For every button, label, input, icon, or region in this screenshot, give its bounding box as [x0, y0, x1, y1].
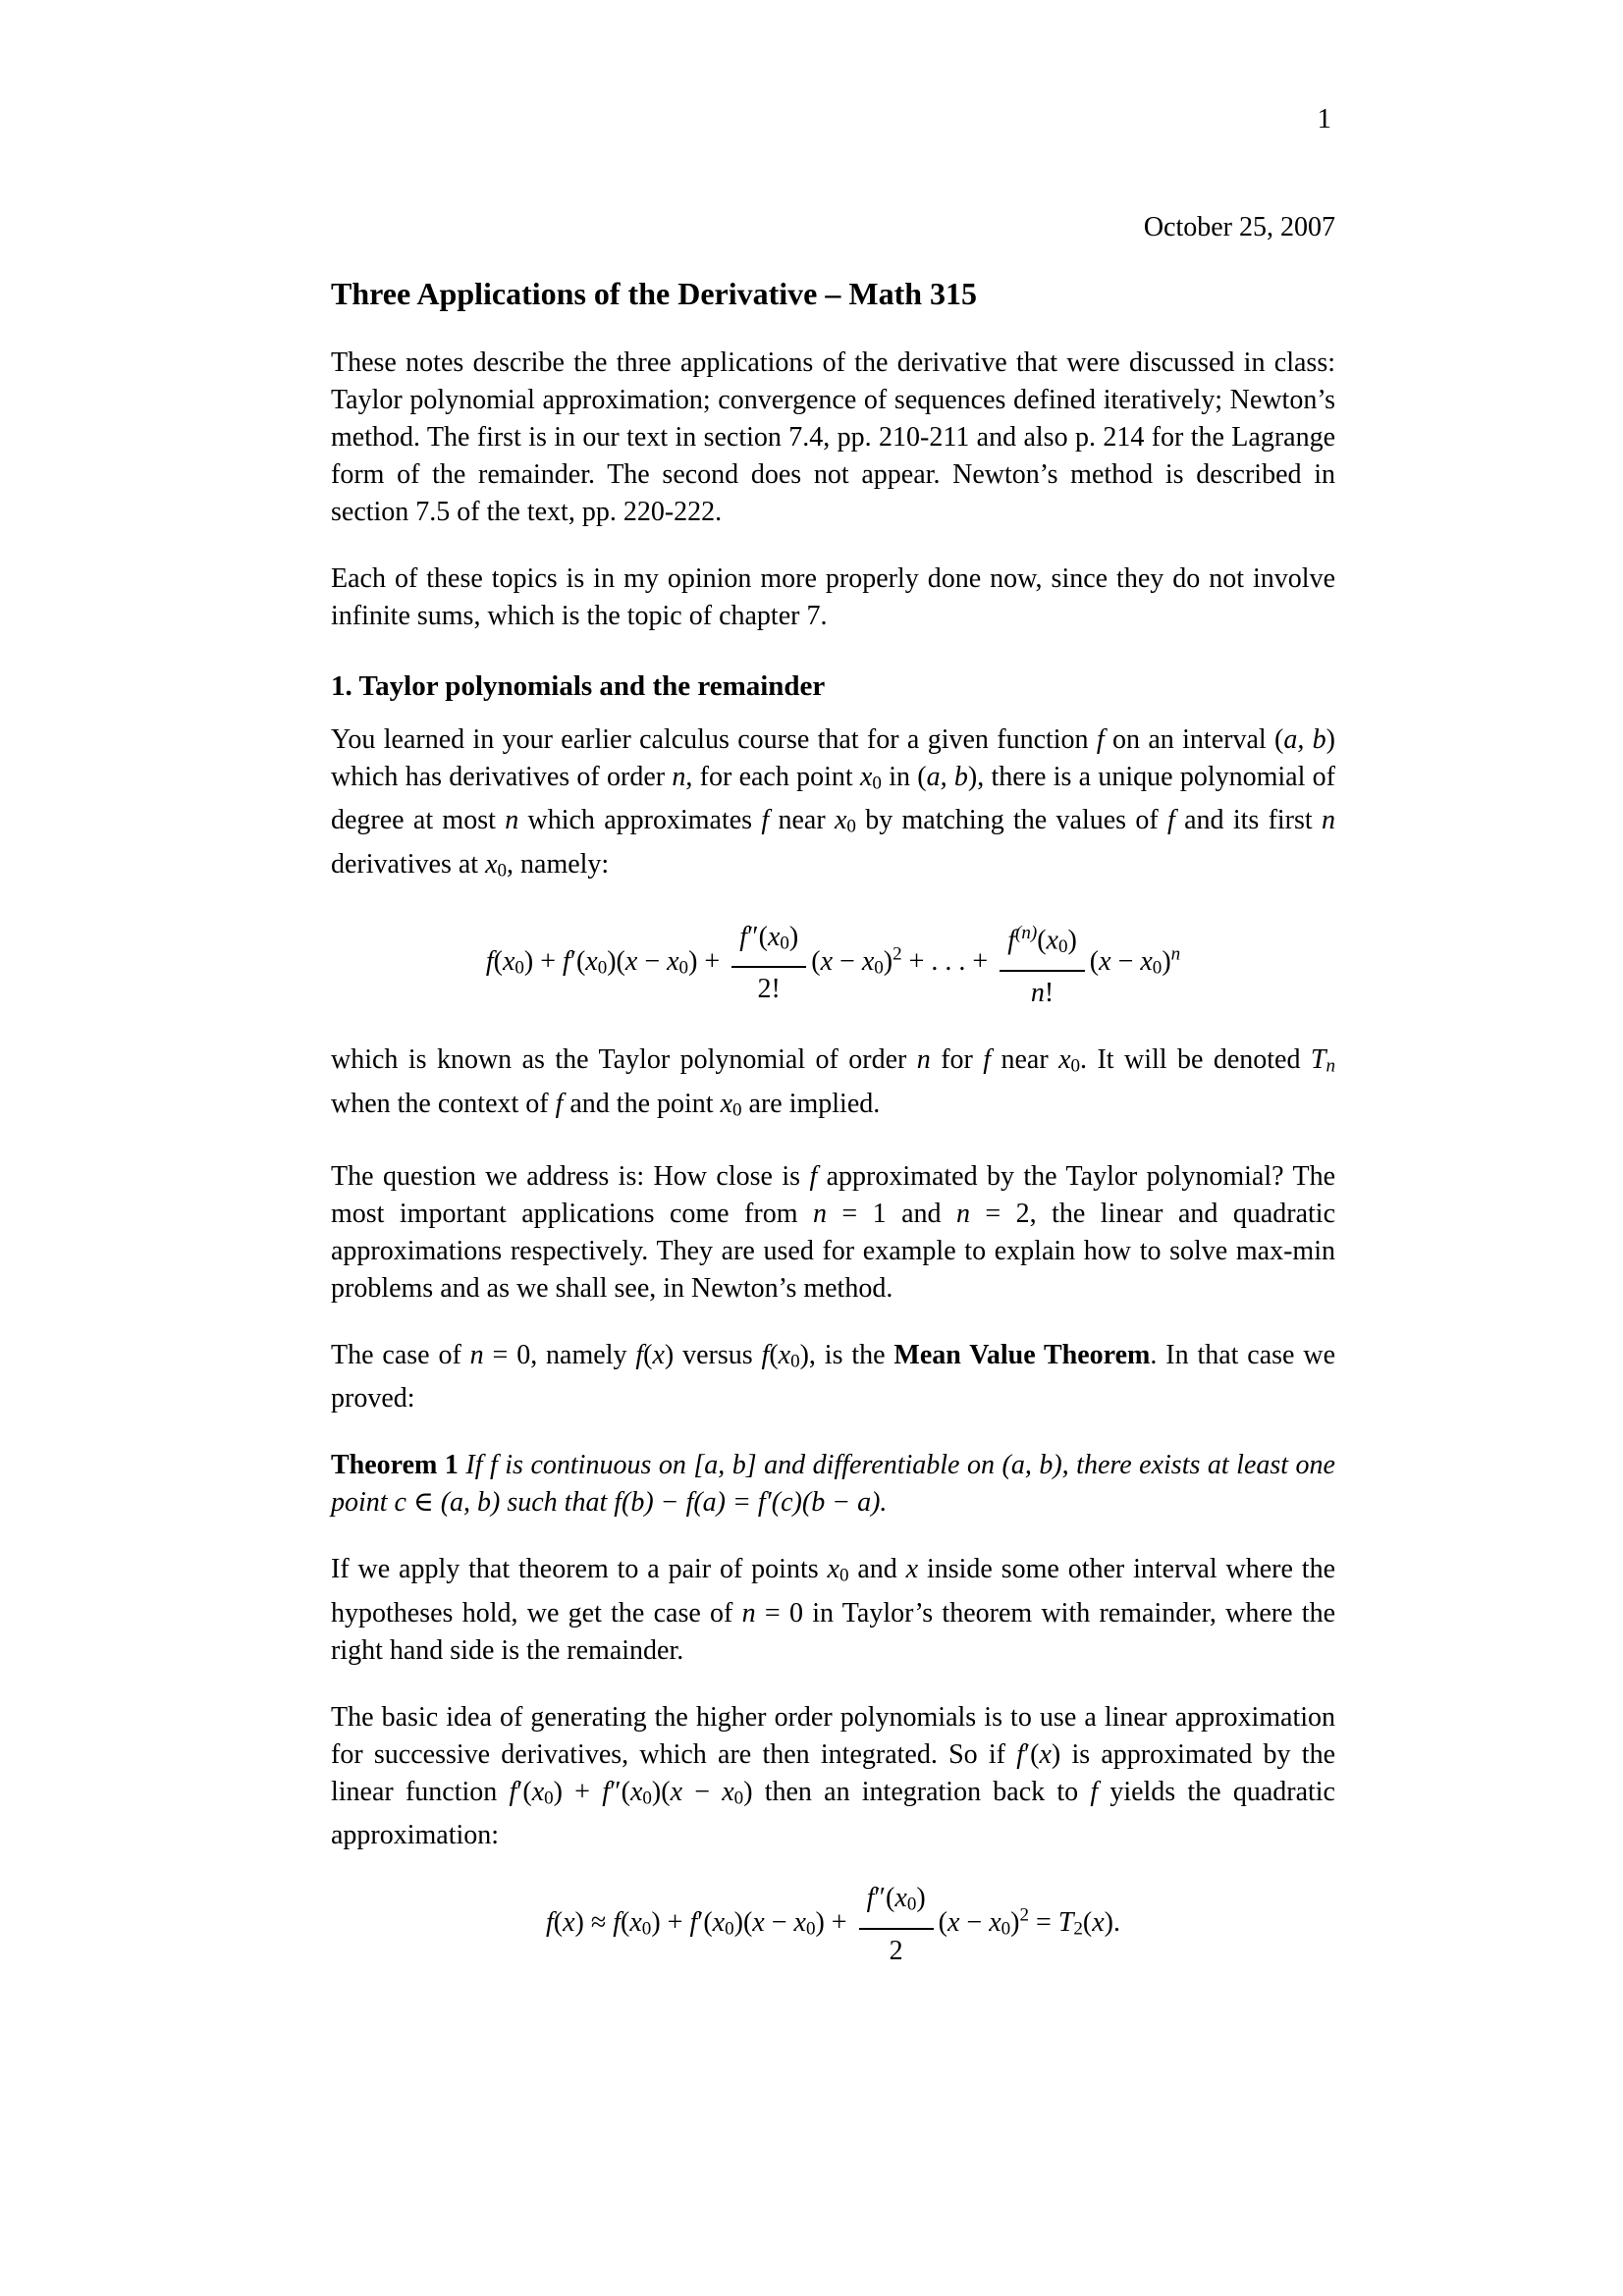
intro-paragraph: These notes describe the three applications of the derivative that were discussed in class: Taylor polynomial approximation; convergence of sequences defined iteratively; Newton’s method. The first is in our text in section 7.4, pp. 210-211 and also p. 214 for the Lagrange form of the remainder. The second does not appear. Newton’s method is described in section 7.5 of the text, pp. 220-222.: [331, 347, 1335, 527]
taylor-order-paragraph: which is known as the Taylor polynomial of order n for f near x0. It will be denoted Tn when the context of f and the point x0 are implied.: [331, 1044, 1335, 1120]
theorem-1-statement: Theorem 1 If f is continuous on [a, b] and differentiable on (a, b), there exists at least one point c ∈ (a, b) such that f(b) − f(a) = f′(c)(b − a).: [331, 1450, 1335, 1519]
topics-paragraph: Each of these topics is in my opinion more properly done now, since they do not involve infinite sums, which is the topic of chapter 7.: [331, 563, 1335, 631]
page-number: 1: [1317, 103, 1331, 134]
apply-theorem-paragraph: If we apply that theorem to a pair of points x0 and x inside some other interval where the hypotheses hold, we get the case of n = 0 in Taylor’s theorem with remainder, where the right hand side is the remainder.: [331, 1554, 1335, 1666]
quadratic-approximation-equation: f(x) ≈ f(x0) + f′(x0)(x − x0) + $\frac{f''(x0)}{2}$ $(x - x0)^2 = T2(x)$.: [331, 1880, 1335, 1969]
date: October 25, 2007: [1143, 212, 1335, 242]
document-body: [331, 0, 1335, 1992]
taylor-intro-paragraph: You learned in your earlier calculus course that for a given function f on an interval (a, b) which has derivatives of order n, for each point x0 in (a, b), there is a unique polynomial of degree at most n which approximates f near x0 by matching the values of f and its first n derivatives at x0, namely:: [331, 724, 1335, 881]
section-1-heading: 1. Taylor polynomials and the remainder: [331, 670, 826, 702]
taylor-polynomial-equation: f(x0) + f′(x0)(x − x0) + $\frac{f''(x0)}{2!}$ $(x - x0)^2$ + . . . + $\frac{f^{(n)}(x0)}{n!}$ $(x - x0)^n$: [331, 915, 1335, 1012]
document-title: Three Applications of the Derivative – Math 315: [331, 276, 978, 311]
mean-value-paragraph: The case of n = 0, namely f(x) versus f(x0), is the Mean Value Theorem. In that case we proved:: [331, 1340, 1335, 1415]
basic-idea-paragraph: The basic idea of generating the higher order polynomials is to use a linear approximation for successive derivatives, which are then integrated. So if f′(x) is approximated by the linear function f′(x0) + f″(x0)(x − x0) then an integration back to f yields the quadratic approximation:: [331, 1701, 1336, 1851]
question-paragraph: The question we address is: How close is f approximated by the Taylor polynomial? The most important applications come from n = 1 and n = 2, the linear and quadratic approximations respectively. They are used for example to explain how to solve max-min problems and as we shall see, in Newton’s method.: [331, 1161, 1336, 1304]
